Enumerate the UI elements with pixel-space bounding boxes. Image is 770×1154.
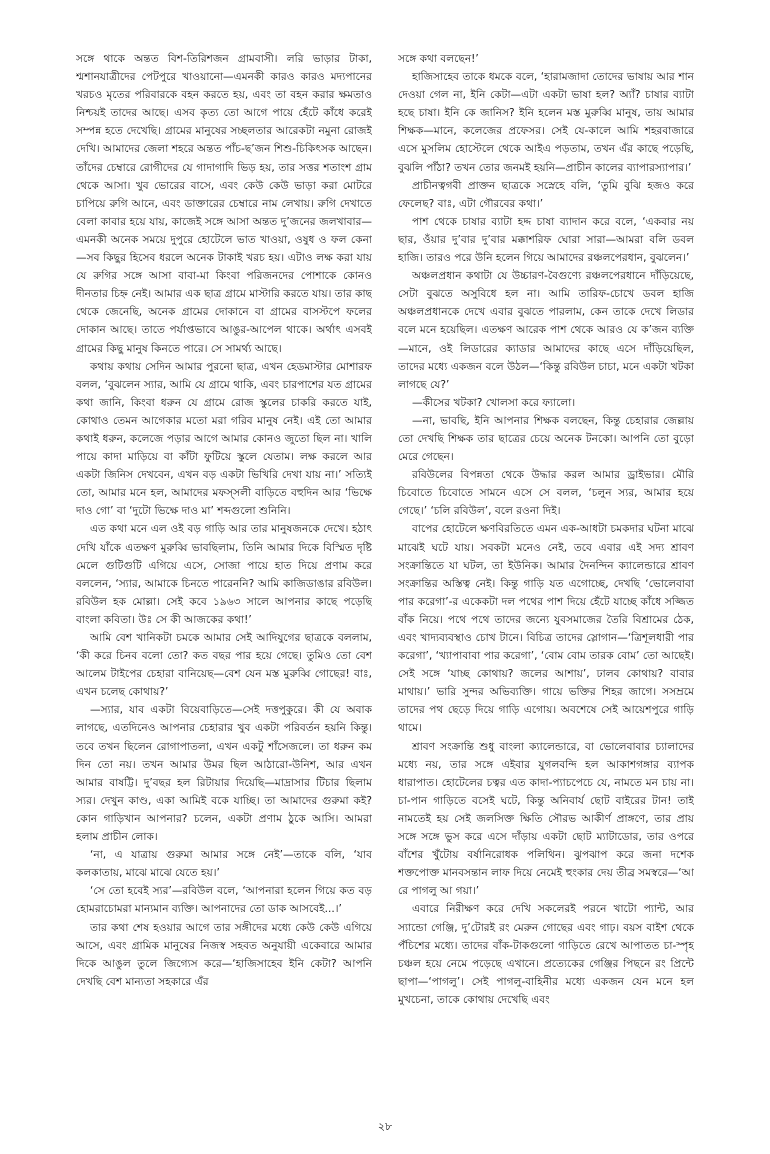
page-number: ২৮ — [377, 1120, 393, 1133]
right-column-paragraph: হাজিসাহেব তাকে ধমকে বলে, ‘হারামজাদা তোদের ভাষায় আর শান দেওয়া গেল না, ইনি কেটা—এটা একটা ভাষা হল? অ্যাঁ? চাষার ব্যাটা হছে চাষা। ইনি কে জানিস? ইনি হলেন মস্ত মুরুব্বি মানুষ, তায় আমার শিক্ষক—মানে, কলেজের প্রফেসর। সেই যে-কালে আমি শহরবাজারে এসে মুসলিম হোস্টেলে থেকে আইএ পড়তাম, তখন এঁর কাছে পড়েছি, বুঝলি পাঁঠা? তখন তোর জনমই হয়নি—প্রাচীন কালের ব্যাপারস্যাপার।’ — [398, 71, 694, 174]
right-column-paragraph: বাপের হোটেলে ক্ষণবিরতিতে এমন এক-আধটা চমকদার ঘটনা মাঝে মাঝেই ঘটে যায়। সবকটা মনেও নেই, তবে এবার এই সদ্য শ্রাবণ সংক্রান্তিতে যা ঘটল, তা ইউনিক। আমার দৈনন্দিন ক্যালেন্ডারে শ্রাবণ সংক্রান্তির অস্তিত্ব নেই। কিন্তু গাড়ি যত এগোচ্ছে, দেখছি ‘ভোলেবাবা পার করেগা’-র একেকটা দল পথের পাশ দিয়ে হেঁটে যাচ্ছে কাঁধে সজ্জিত বাঁক নিয়ে। পথে পথে তাদের জন্যে যুবসমাজের তৈরি বিশ্রামের ঠেক, এবং খাদ্যব্যবস্থাও চোখ টানে। বিচিত্র তাদের স্লোগান—‘ত্রিশূলধারী পার করেগা’, ‘খ্যাপাবাবা পার করেগা’, ‘বোম বোম তারক বোম’ তো আছেই। সেই সঙ্গে ‘যাচ্ছ কোথায়? জলের আশায়’, ঢালব কোথায়? বাবার মাথায়।’ ভারি সুন্দর অভিব্যক্তি। গায়ে ভক্তির শিহর জাগে। সসম্রমে তাদের পথ ছেড়ে দিয়ে গাড়ি এগোয়। অবশেষে সেই আয়েশপুরে গাড়ি থামে। — [398, 523, 694, 735]
right-column-paragraph: এবারে নিরীক্ষণ করে দেখি সকলেরই পরনে খাটো প্যান্ট, আর স্যান্ডো গেঞ্জি, দু’টোরই রং মেরুন গোছের এবং গাঢ়। বয়স বাইশ থেকে পঁচিশের মধ্যে। তাদের বাঁক-টাকগুলো গাড়িতে রেখে আপাতত চা-স্পৃহ চঞ্চল হয়ে নেমে পড়েছে এখানে। প্রত্যেকের গেঞ্জির পিছনে রং প্রিন্টে ছাপা—‘পাগলু’। সেই পাগলু-বাহিনীর মধ্যে একজন যেন মনে হল মুখচেনা, তাকে কোথায় দেখেছি এবং — [398, 903, 694, 1006]
right-column-paragraph: রবিউলের বিপন্নতা থেকে উদ্ধার করল আমার ড্রাইভার। মৌরি চিবোতে চিবোতে সামনে এসে সে বলল, ‘চলুন স্যর, আমার হয়ে গেছে।’ ‘চলি রবিউল’, বলে রওনা দিই। — [398, 469, 694, 518]
left-column-paragraph: —স্যার, যাব একটা বিয়েবাড়িতে—সেই দত্তপুকুরে। কী যে অবাক লাগছে, এতদিনেও আপনার চেহারার খুব একটা পরিবর্তন হয়নি কিন্তু। তবে তখন ছিলেন রোগাপাতলা, এখন একটু শাঁসেজলে। তা ধরুন কম দিন তো নয়। তখন আমার উমর ছিল আঠারো-উনিশ, আর এখন আমার বাষট্টি। দু’বছর হল রিটায়ার দিয়েছি—মাদ্রাসার টিচার ছিলাম স্যর। দেখুন কাণ্ড, একা আমিই বকে যাচ্ছি। তা আমাদের গুরুমা কই? কোন গাড়িখান আপনার? চলেন, একটা প্রণাম ঠুকে আসি। আমরা হলাম প্রাচীন লোক। — [76, 704, 372, 844]
left-column-paragraph: কথায় কথায় সেদিন আমার পুরনো ছাত্র, এখন হেডমাস্টার মোশারফ বলল, ‘বুঝলেন স্যার, আমি যে গ্রামে থাকি, এবং চারপাশের যত গ্রামের কথা জানি, কিংবা ধরুন যে গ্রামে রোজ স্কুলের চাকরি করতে যাই, কোথাও তেমন আগেকার মতো মরা গরিব মানুষ নেই। এই তো আমার কথাই ধরুন, কলেজে পড়ার আগে আমার কোনও জুতো ছিল না। খালি পায়ে কাদা মাড়িয়ে বা কাঁটা ফুটিয়ে স্কুলে যেতাম। লক্ষ করলে আর একটা জিনিস দেখবেন, এখন বড় একটা ভিখিরি দেখা যায় না।’ সত্যিই তো, আমার মনে হল, আমাদের মফস্‌সলী বাড়িতে বহুদিন আর ‘ভিক্ষে দাও গো’ বা ‘দুটো ভিক্ষে দাও মা’ শব্দগুলো শুনিনি। — [76, 360, 372, 518]
left-column-paragraph: তার কথা শেষ হওয়ার আগে তার সঙ্গীদের মধ্যে কেউ কেউ এগিয়ে আসে, এবং গ্রামিক মানুষের নিজস্ব সহবত অনুযায়ী একেবারে আমার দিকে আঙুল তুলে জিগ্যেস করে—‘হাজিসাহেব ইনি কেটা? আপনি দেখছি বেশ মান্যতা সহকারে এঁর — [76, 921, 372, 988]
right-column-paragraph: শ্রাবণ সংক্রান্তি শুধু বাংলা ক্যালেন্ডারে, বা ভোলেবাবার চ্যালাদের মধ্যে নয়, তার সঙ্গে এইবার যুগলবন্দি হল আকাশগঙ্গার ব্যাপক ধারাপাত। হোটেলের চত্বর এত কাদা-প্যাচপেচে যে, নামতে মন চায় না। চা-পান গাড়িতে বসেই ঘটে, কিন্তু অনিবার্য ছোট বাইরের টান! তাই নামতেই হয় সেই জলসিক্ত ক্ষিতি সৌরভ আকীর্ণ প্রাঙ্গণে, তার প্রায় সঙ্গে সঙ্গে ভুস করে এসে দাঁড়ায় একটা ছোট ম্যাটাডোর, তার ওপরে বাঁশের খুঁটোয় বর্ষানিরোধক পলিথিন। ঝুপঝাপ করে জনা দশেক শক্তপোক্ত মানবসন্তান লাফ দিয়ে নেমেই হুংকার দেয় তীব্র সমস্বরে—‘আ রে পাগলু আ গয়া।’ — [398, 740, 694, 898]
right-column-paragraph: পাশ থেকে চাষার ব্যাটা হদ্দ চাষা ব্যাদান করে বলে, ‘একবার নয় ছার, ওঁয়ার দু’বার দু’বার মক্কাশরিফ ঘোরা সারা—আমরা বলি ডবল হাজি। তারও পরে উনি হলেন গিয়ে আমাদের রঞ্চলপেরধান, বুঝলেন।’ — [398, 215, 694, 265]
left-column-paragraph: ‘না, এ যাত্রায় গুরুমা আমার সঙ্গে নেই’—তাকে বলি, ‘যাব কলকাতায়, মাঝে মাঝে যেতে হয়।’ — [76, 849, 372, 880]
right-column-paragraph: অঞ্চলপ্রধান কথাটা যে উচ্চারণ-বৈগুণ্যে রঞ্চলপেরধানে দাঁড়িয়েছে, সেটা বুঝতে অসুবিধে হল না। আমি তারিফ-চোখে ডবল হাজি অঞ্চলপ্রধানকে দেখে এবার বুঝতে পারলাম, কেন তাকে দেখে লিডার বলে মনে হয়েছিল। এতক্ষণ আরেক পাশ থেকে আরও যে ক’জন ব্যক্তি—মানে, ওই লিডারের ক্যাডার আমাদের কাছে এসে দাঁড়িয়েছিল, তাদের মধ্যে একজন বলে উঠল—‘কিন্তু রবিউল চাচা, মনে একটা খটকা লাগছে যে?’ — [398, 270, 694, 391]
left-column-paragraph: এত কথা মনে এল ওই বড় গাড়ি আর তার মানুষজনকে দেখে। হঠাৎ দেখি যাঁকে এতক্ষণ মুরুব্বি ভাবছিলাম, তিনি আমার দিকে বিস্মিত দৃষ্টি মেলে গুটিগুটি এগিয়ে এসে, সোজা পায়ে হাত দিয়ে প্রণাম করে বললেন, ‘স্যার, আমাকে চিনতে পারেননি? আমি কাজিডাঙার রবিউল। রবিউল হক মোল্লা। সেই কবে ১৯৬৩ সালে আপনার কাছে পড়েছি বাংলা কবিতা। উঃ সে কী আজকের কথা!’ — [76, 523, 372, 626]
left-column-paragraph: ‘সে তো হবেই স্যর’—রবিউল বলে, ‘আপনারা হলেন গিয়ে কত বড় হোমরাচোমরা মান্যমান ব্যক্তি। আপনাদের তো ডাক আসবেই...।’ — [76, 885, 372, 916]
left-column — [76, 50, 372, 1080]
right-column-paragraph: —কীসের খটকা? খোলসা করে ফ্যালো। — [412, 396, 576, 409]
right-column — [398, 50, 694, 1080]
left-column-paragraph: সঙ্গে থাকে অন্তত বিশ-তিরিশজন গ্রামবাসী। লরি ভাড়ার টাকা, শ্মশানযাত্রীদের পেটপুরে খাওয়ানো—এমনকী কারও কারও মদ্যপানের খরচও মৃতের পরিবারকে বহন করতে হয়, এবং তা বহন করার ক্ষমতাও নিশ্চয়ই তাদের আছে। এসব কৃত্য তো আগে পায়ে হেঁটে কাঁধে করেই সম্পন্ন হতে দেখেছি। গ্রামের মানুষের সচ্ছলতার আরেকটা নমুনা রোজই দেখি। আমাদের জেলা শহরে অন্তত পাঁচ-ছ’জন শিশু-চিকিৎসক আছেন। তাঁদের চেম্বারে রোগীদের যে গাদাগাদি ভিড় হয়, তার সত্তর শতাংশ গ্রাম থেকে আসা। খুব ভোরের বাসে, এবং কেউ কেউ ভাড়া করা মোটরে চাপিয়ে রুগি আনে, এবং ডাক্তারের চেম্বারে নাম লেখায়। রুগি দেখাতে বেলা কাবার হয়ে যায়, কাজেই সঙ্গে আসা অন্তত দু’জনের জলখাবার—এমনকী অনেক সময়ে দুপুরে হোটেলে ভাত খাওয়া, ওষুধ ও ফল কেনা—সব কিছুর হিসেব ধরলে অনেক টাকাই খরচ হয়। এটাও লক্ষ করা যায় যে রুগির সঙ্গে আসা বাবা-মা কিংবা পরিজনদের পোশাকে কোনও দীনতার চিহ্ন নেই। আমার এক ছাত্র গ্রামে মাস্টারি করতে যায়। তার কাছ থেকে জেনেছি, অনেক গ্রামের দোকানে বা গ্রামের বাসস্টপে ফলের দোকান আছে। তাতে পর্যাপ্তভাবে আঙুর-আপেল থাকে। অর্থাৎ এসবই গ্রামের কিছু মানুষ কিনতে পারে। সে সামর্থ্য আছে। — [76, 53, 372, 355]
right-column-paragraph: —না, ভাবছি, ইনি আপনার শিক্ষক বলছেন, কিন্তু চেহারার জেল্লায় তো দেখছি শিক্ষক তার ছাত্রের চেয়ে অনেক টনকো। আপনি তো বুড়ো মেরে গেছেন। — [398, 414, 694, 464]
right-column-paragraph: সঙ্গে কথা বলছেন!’ — [398, 53, 479, 65]
left-column-paragraph: আমি বেশ খানিকটা চমকে আমার সেই আদিযুগের ছাত্রকে বললাম, ‘কী করে চিনব বলো তো? কত বছর পার হয়ে গেছে। তুমিও তো বেশ আলেম টাইপের চেহারা বানিয়েছ—বেশ যেন মস্ত মুরুব্বি গোছের! বাঃ, এখন চলেছ কোথায়?’ — [76, 632, 372, 699]
page — [76, 50, 706, 1090]
right-column-paragraph: প্রাচীনত্বগবী প্রাক্তন ছাত্রকে সস্নেহে বলি, ‘তুমি বুঝি হজও করে ফেলেছ? বাঃ, এটা গৌরবের কথা।’ — [398, 179, 694, 210]
